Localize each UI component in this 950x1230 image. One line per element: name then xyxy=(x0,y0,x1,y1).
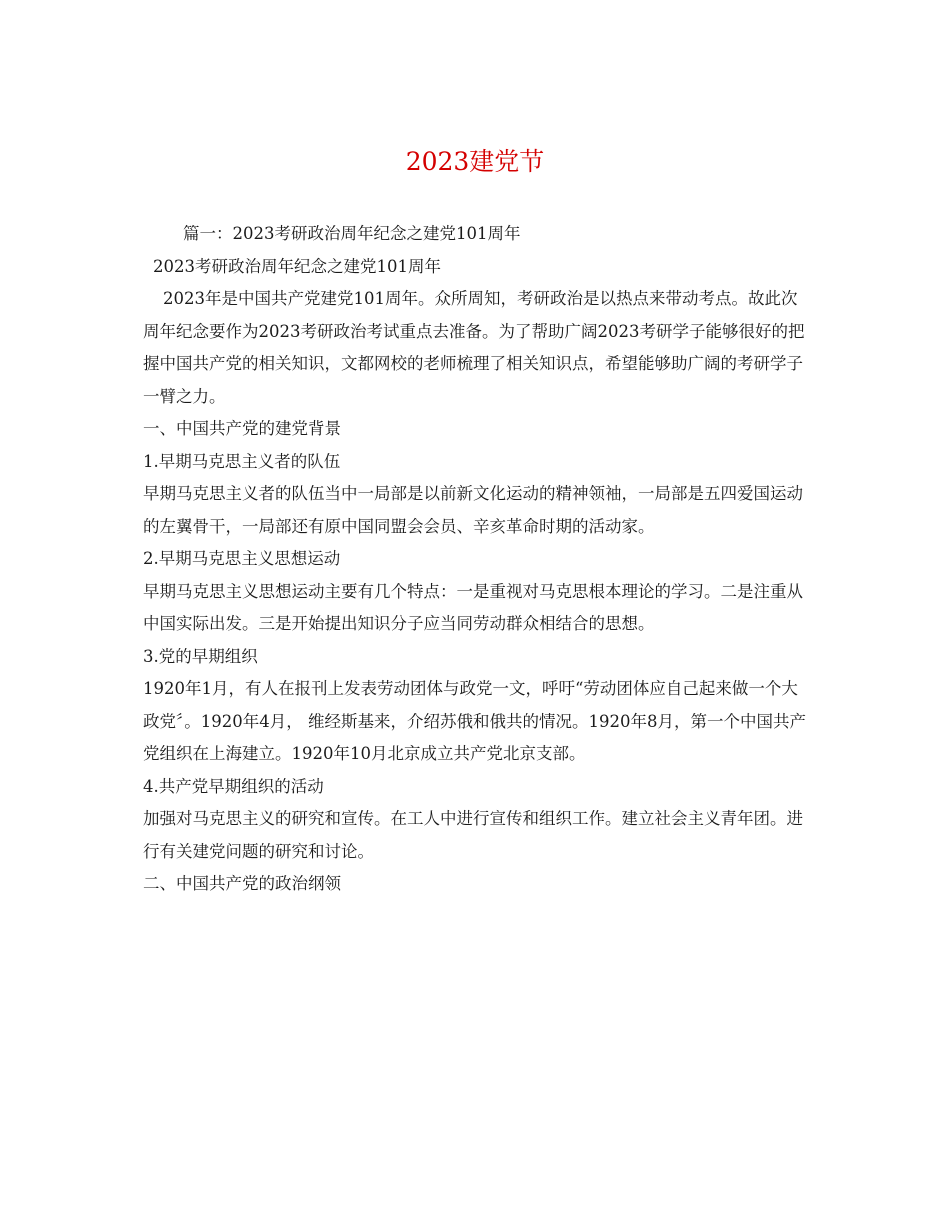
section-heading-2: 二、中国共产党的政治纲领 xyxy=(143,874,341,893)
subheading-4: 4.共产党早期组织的活动 xyxy=(143,776,324,796)
paragraph-3: 1920年1月，有人在报刊上发表劳动团体与政党一文，呼吁“劳动团体应自己起来做一个大政党〞。1920年4月， 维经斯基来，介绍苏俄和俄共的情况。1920年8月，第一个中国共产党组织在上海建立。1920年10月北京成立共产党北京支部。 xyxy=(143,679,806,763)
intro-paragraph xyxy=(143,283,813,413)
section-heading-1: 一、中国共产党的建党背景 xyxy=(143,419,341,438)
article-subheading: 2023考研政治周年纪念之建党101周年 xyxy=(153,256,441,276)
paragraph-4: 加强对马克思主义的研究和宣传。在工人中进行宣传和组织工作。建立社会主义青年团。进行有关建党问题的研究和讨论。 xyxy=(143,809,803,861)
intro-paragraph-text: 2023年是中国共产党建党101周年。众所周知，考研政治是以热点来带动考点。故此次周年纪念要作为2023考研政治考试重点去准备。为了帮助广阔2023考研学子能够很好的把握中国共产党的相关知识，文都网校的老师梳理了相关知识点，希望能够助广阔的考研学子一臂之力。 xyxy=(143,289,805,406)
subheading-2: 2.早期马克思主义思想运动 xyxy=(143,549,341,568)
paragraph-1: 早期马克思主义者的队伍当中一局部是以前新文化运动的精神领袖，一局部是五四爱国运动的左翼骨干，一局部还有原中国同盟会会员、辛亥革命时期的活动家。 xyxy=(143,484,803,536)
subheading-3: 3.党的早期组织 xyxy=(143,646,258,666)
document-body xyxy=(143,218,813,901)
article-heading: 篇一：2023考研政治周年纪念之建党101周年 xyxy=(183,224,521,243)
document-title: 2023建党节 xyxy=(405,147,545,176)
paragraph-2: 早期马克思主义思想运动主要有几个特点：一是重视对马克思根本理论的学习。二是注重从中国实际出发。三是开始提出知识分子应当同劳动群众相结合的思想。 xyxy=(143,581,803,633)
subheading-1: 1.早期马克思主义者的队伍 xyxy=(143,451,341,471)
